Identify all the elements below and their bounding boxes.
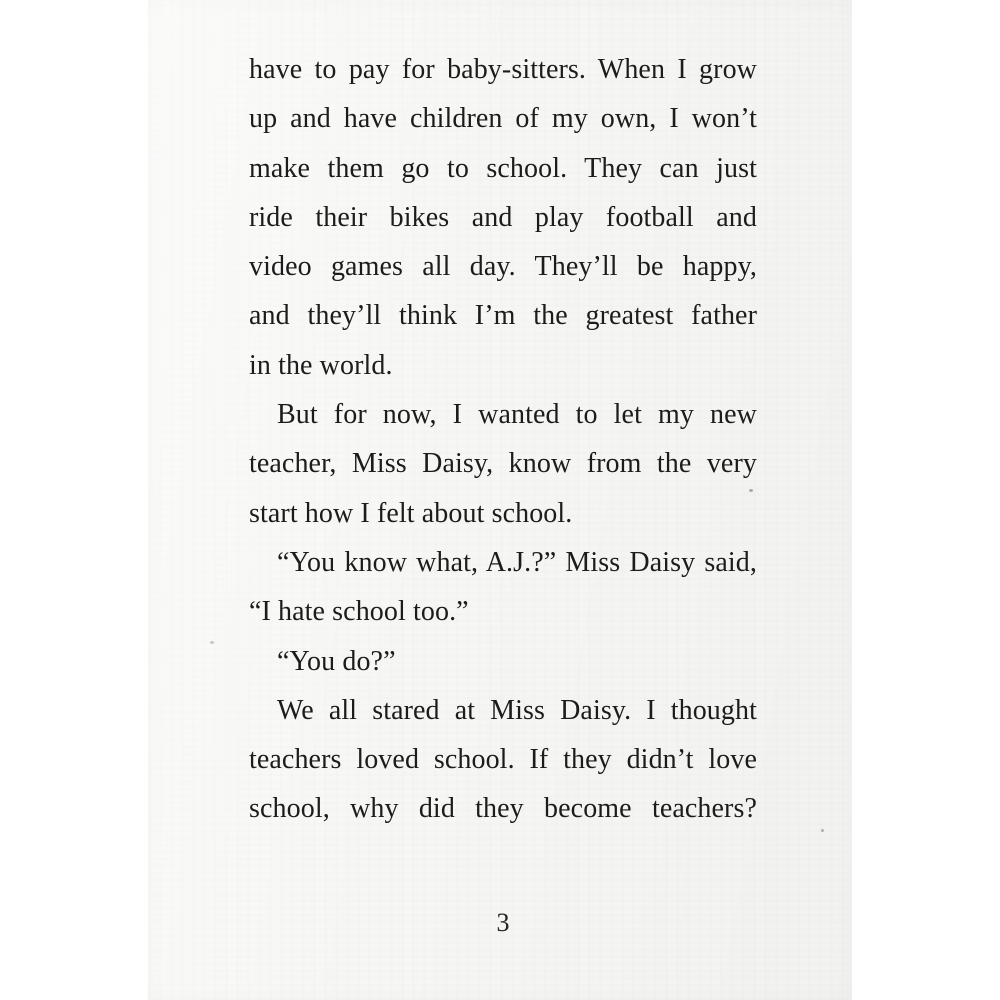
text-line: video games all day. They’ll be happy, bbox=[249, 251, 757, 283]
text-line: But for now, I wanted to let my new bbox=[277, 399, 757, 431]
scan-speck bbox=[749, 489, 753, 492]
text-line: up and have children of my own, I won’t bbox=[249, 103, 757, 135]
text-line: ride their bikes and play football and bbox=[249, 201, 757, 233]
text-line: have to pay for baby-sitters. When I grow bbox=[249, 54, 757, 85]
page-text-block bbox=[249, 45, 757, 834]
scan-speck bbox=[821, 829, 824, 832]
scan-speck bbox=[210, 641, 214, 644]
text-line: in the world. bbox=[249, 349, 393, 381]
text-line: make them go to school. They can just bbox=[249, 152, 757, 184]
text-line: school, why did they become teachers? bbox=[249, 793, 757, 825]
text-line: start how I felt about school. bbox=[249, 497, 573, 529]
text-line: teachers loved school. If they didn’t love bbox=[249, 744, 757, 776]
book-page-scan bbox=[148, 0, 852, 1000]
text-line: “I hate school too.” bbox=[249, 596, 469, 628]
page-number: 3 bbox=[496, 908, 510, 937]
text-line: “You do?” bbox=[277, 645, 396, 677]
text-line: We all stared at Miss Daisy. I thought bbox=[277, 694, 757, 726]
text-line: and they’ll think I’m the greatest father bbox=[249, 300, 757, 332]
text-line: teacher, Miss Daisy, know from the very bbox=[249, 448, 757, 480]
text-line: “You know what, A.J.?” Miss Daisy said, bbox=[277, 546, 757, 578]
